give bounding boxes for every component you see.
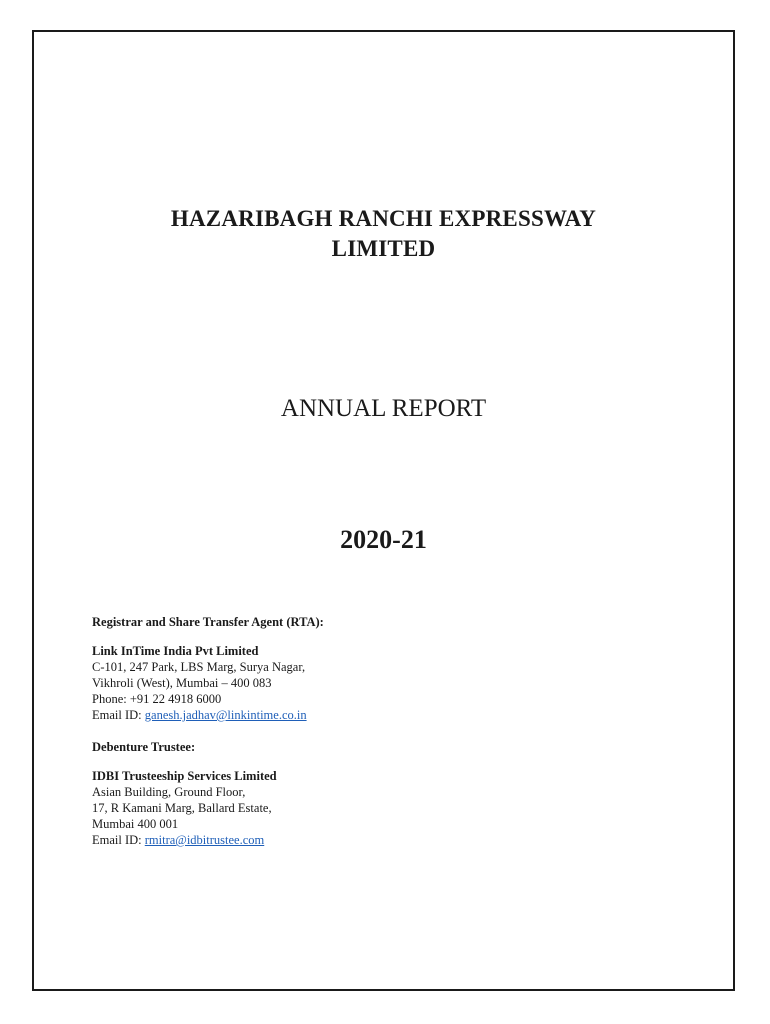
company-title-line2: LIMITED — [331, 236, 436, 261]
rta-email-row — [92, 707, 652, 723]
trustee-address-line3: Mumbai 400 001 — [92, 817, 179, 831]
rta-email-link[interactable]: ganesh.jadhav@linkintime.co.in — [144, 708, 307, 722]
trustee-heading: Debenture Trustee: — [92, 740, 196, 754]
report-year: 2020-21 — [340, 525, 427, 554]
rta-phone: Phone: +91 22 4918 6000 — [92, 692, 222, 706]
report-title: ANNUAL REPORT — [280, 395, 487, 422]
rta-address-line1: C-101, 247 Park, LBS Marg, Surya Nagar, — [92, 660, 306, 674]
company-title-line1: HAZARIBAGH RANCHI EXPRESSWAY — [170, 206, 597, 231]
rta-heading: Registrar and Share Transfer Agent (RTA): — [92, 615, 324, 629]
trustee-address-line2: 17, R Kamani Marg, Ballard Estate, — [92, 801, 272, 815]
company-title — [32, 204, 735, 264]
trustee-email-link[interactable]: rmitra@idbitrustee.com — [144, 833, 265, 847]
trustee-email-row — [92, 832, 652, 848]
trustee-email-label: Email ID: — [92, 833, 145, 847]
rta-email-label: Email ID: — [92, 708, 145, 722]
rta-address-line2: Vikhroli (West), Mumbai – 400 083 — [92, 676, 272, 690]
rta-name: Link InTime India Pvt Limited — [92, 644, 259, 658]
contacts-section — [92, 614, 652, 848]
trustee-address-line1: Asian Building, Ground Floor, — [92, 785, 246, 799]
trustee-name: IDBI Trusteeship Services Limited — [92, 769, 277, 783]
